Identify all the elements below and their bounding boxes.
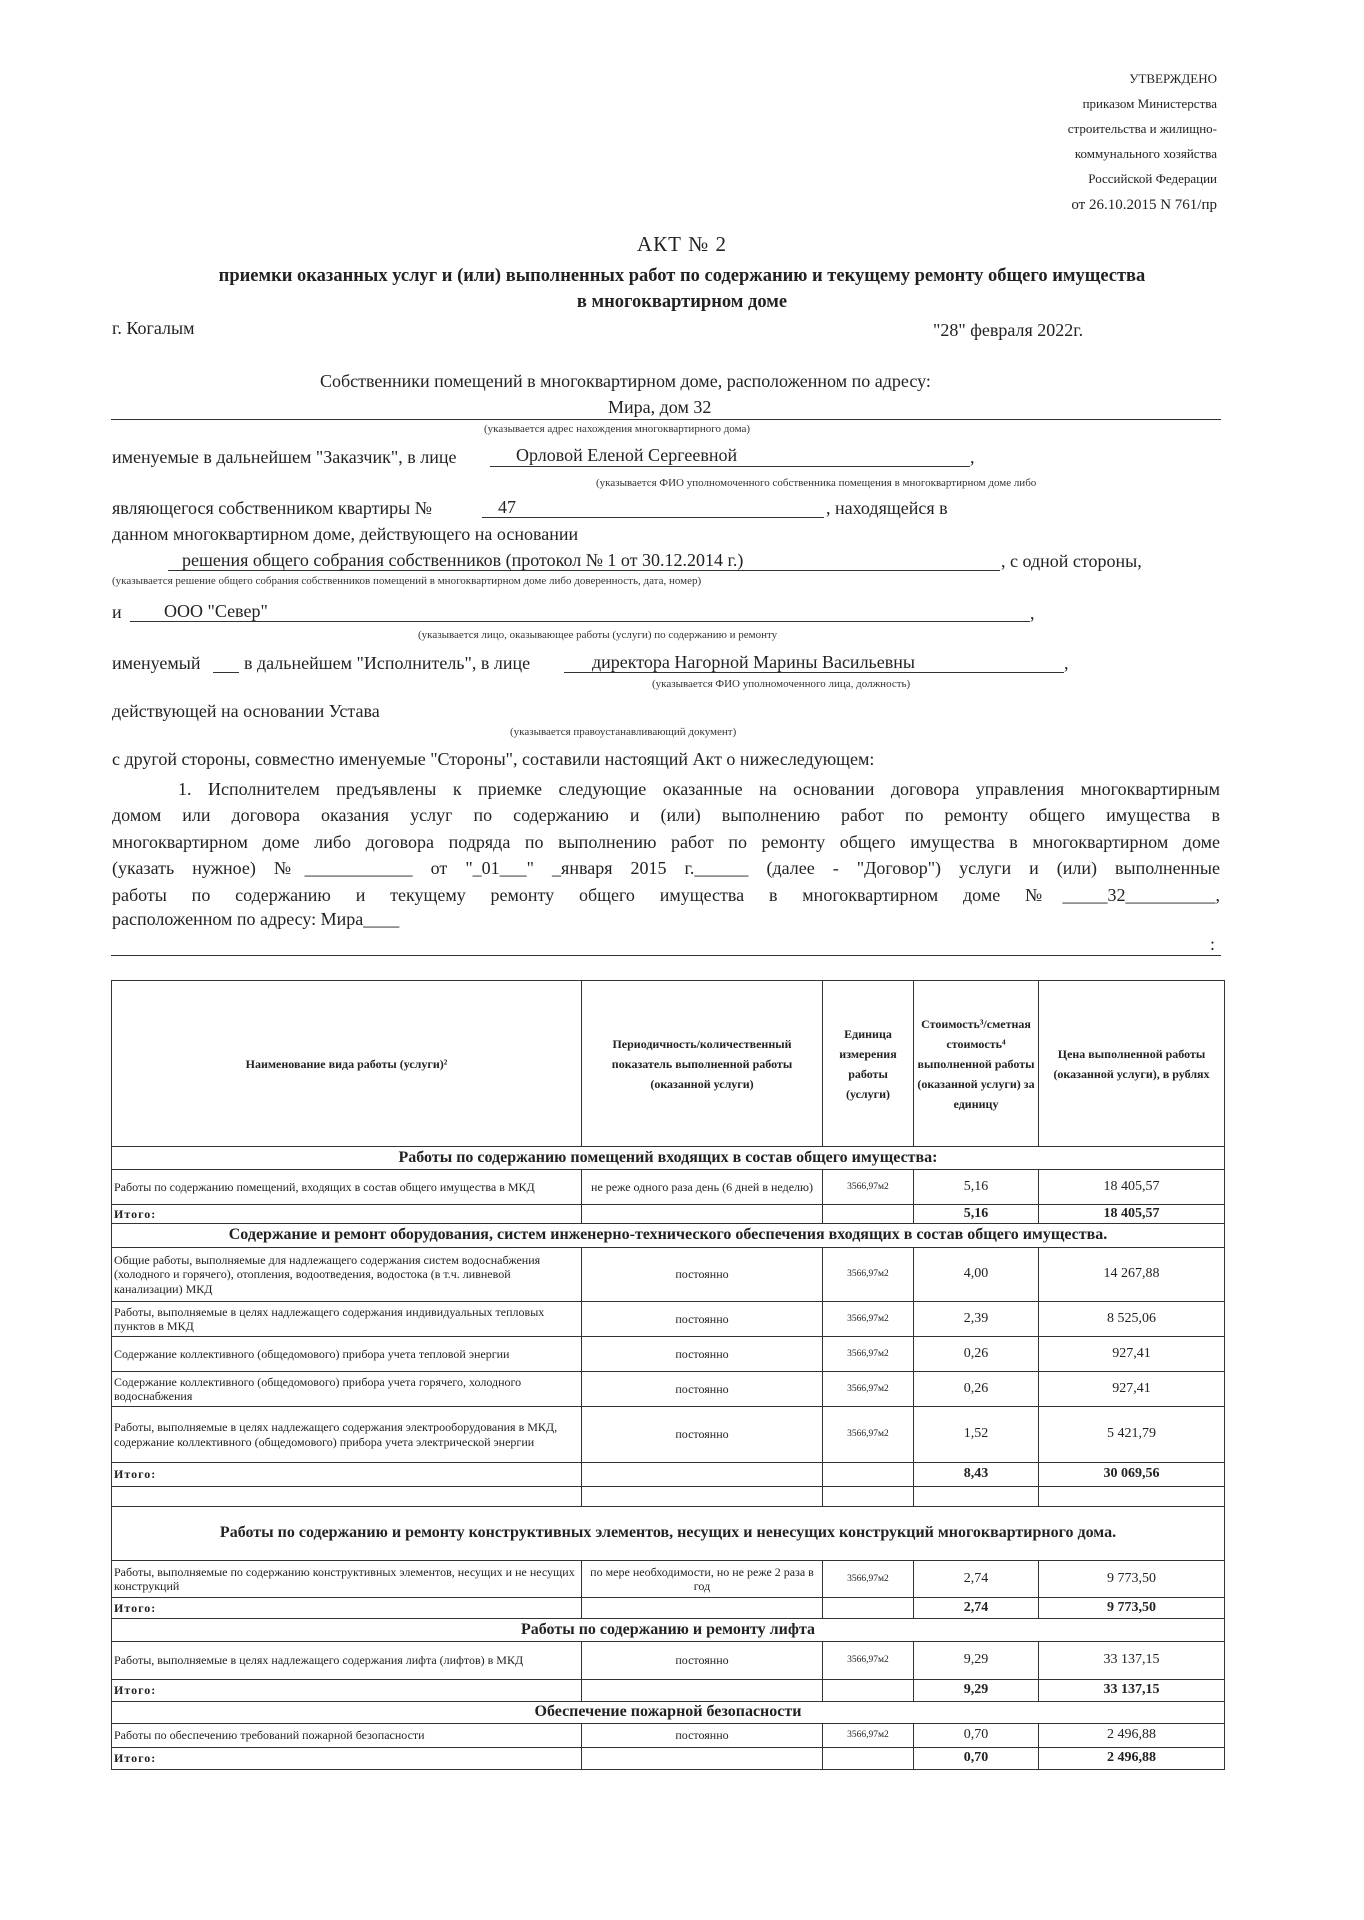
work-name: Работы, выполняемые в целях надлежащего содержания индивидуальных тепловых пунктов в МКД: [112, 1302, 582, 1337]
header-unit: Единица измерения работы (услуги): [823, 981, 914, 1147]
act-subtitle: приемки оказанных услуг и (или) выполненных работ по содержанию и текущему ремонту общего имущества: [218, 266, 1146, 286]
owners-address: Мира, дом 32: [608, 397, 712, 417]
owners-intro: Собственники помещений в многоквартирном доме, расположенном по адресу:: [320, 371, 931, 391]
basis-hint: (указывается решение общего собрания собственников помещений в многоквартирном доме либо доверенность, дата, номер): [112, 575, 702, 587]
work-name: Работы, выполняемые в целях надлежащего содержания лифта (лифтов) в МКД: [112, 1642, 582, 1680]
work-unit: 3566,97м2: [823, 1372, 914, 1407]
section-header: [112, 1619, 1225, 1642]
paragraph-1-line: (указать нужное) №____________ от "_01___" _января 2015 г.______ (далее - "Договор") услуги и (или) выполненные: [112, 858, 1220, 878]
empty-cell: [823, 1487, 914, 1507]
total-cost: 9,29: [914, 1680, 1039, 1702]
contractor-representative: директора Нагорной Марины Васильевны: [592, 652, 915, 672]
work-price: 927,41: [1039, 1372, 1225, 1407]
total-price: 30 069,56: [1039, 1463, 1225, 1487]
table-row: [112, 1248, 1225, 1302]
contractor-underline: [130, 621, 1030, 622]
work-unit: 3566,97м2: [823, 1724, 914, 1748]
header-name: Наименование вида работы (услуги)²: [112, 981, 582, 1147]
work-unit: 3566,97м2: [823, 1302, 914, 1337]
work-name: Работы, выполняемые в целях надлежащего содержания электрооборудования в МКД, содержание коллективного (общедомового) прибора учета электрической энергии: [112, 1407, 582, 1463]
contractor-basis-hint: (указывается правоустанавливающий документ): [510, 726, 737, 738]
work-name: Содержание коллективного (общедомового) прибора учета тепловой энергии: [112, 1337, 582, 1372]
customer-representative: Орловой Еленой Сергеевной: [516, 445, 738, 465]
work-periodicity: по мере необходимости, но не реже 2 раза в год: [582, 1561, 823, 1598]
work-name: Общие работы, выполняемые для надлежащего содержания систем водоснабжения (холодного и горячего), отопления, водоотведения, водостока (в т.ч. ливневой канализации) МКД: [112, 1248, 582, 1302]
empty-cell: [823, 1598, 914, 1619]
work-price: 927,41: [1039, 1337, 1225, 1372]
total-row: [112, 1748, 1225, 1770]
table-row: [112, 1724, 1225, 1748]
total-label: Итого:: [112, 1463, 582, 1487]
total-price: 18 405,57: [1039, 1205, 1225, 1224]
table-row: [112, 1337, 1225, 1372]
work-cost: 1,52: [914, 1407, 1039, 1463]
total-price: 2 496,88: [1039, 1748, 1225, 1770]
act-city: г. Когалым: [112, 318, 195, 338]
section-header: [112, 1224, 1225, 1248]
work-price: 9 773,50: [1039, 1561, 1225, 1598]
table-row: [112, 1302, 1225, 1337]
work-price: 8 525,06: [1039, 1302, 1225, 1337]
empty-cell: [582, 1598, 823, 1619]
contractor-named-mid: в дальнейшем "Исполнитель", в лице: [244, 653, 531, 673]
work-periodicity: не реже одного раза день (6 дней в неделю): [582, 1170, 823, 1205]
contractor-named: именуемый: [112, 653, 201, 673]
and-label: и: [112, 602, 122, 622]
customer-basis: решения общего собрания собственников (протокол № 1 от 30.12.2014 г.): [182, 550, 744, 570]
total-row: [112, 1598, 1225, 1619]
header-price: Цена выполненной работы (оказанной услуги), в рублях: [1039, 981, 1225, 1147]
table-row: [112, 1561, 1225, 1598]
section-title: Содержание и ремонт оборудования, систем инженерно-технического обеспечения входящих в состав общего имущества.: [112, 1224, 1225, 1248]
work-cost: 0,26: [914, 1372, 1039, 1407]
work-cost: 0,70: [914, 1724, 1039, 1748]
apartment-suffix: , находящейся в: [826, 498, 948, 518]
work-unit: 3566,97м2: [823, 1170, 914, 1205]
spacer-row: [112, 1487, 1225, 1507]
approval-line: УТВЕРЖДЕНО: [1129, 71, 1217, 86]
apartment-underline: [482, 517, 824, 518]
total-label: Итого:: [112, 1748, 582, 1770]
contractor-hint: (указывается лицо, оказывающее работы (услуги) по содержанию и ремонту: [418, 629, 778, 641]
named-underline: [213, 672, 239, 673]
empty-cell: [582, 1748, 823, 1770]
customer-named: именуемые в дальнейшем "Заказчик", в лице: [112, 447, 457, 467]
paragraph-1-line: расположенном по адресу: Мира____: [112, 909, 400, 929]
paragraph-1-line: многоквартирном доме либо договора подряда по выполнению работ по ремонту общего имущества в многоквартирном доме: [112, 832, 1220, 852]
empty-cell: [914, 1487, 1039, 1507]
work-name: Содержание коллективного (общедомового) прибора учета горячего, холодного водоснабжения: [112, 1372, 582, 1407]
comma: ,: [1030, 603, 1035, 623]
basis-line: данном многоквартирном доме, действующего на основании: [112, 524, 579, 544]
empty-cell: [112, 1487, 582, 1507]
work-price: 14 267,88: [1039, 1248, 1225, 1302]
total-cost: 8,43: [914, 1463, 1039, 1487]
paragraph-1-line: 1. Исполнителем предъявлены к приемке следующие оказанные на основании договора управления многоквартирным: [178, 779, 1220, 799]
approval-order: от 26.10.2015 N 761/пр: [1071, 197, 1217, 213]
work-cost: 4,00: [914, 1248, 1039, 1302]
colon: :: [1210, 934, 1216, 954]
section-title: Работы по содержанию и ремонту конструктивных элементов, несущих и ненесущих конструкций многоквартирного дома.: [112, 1507, 1225, 1561]
total-row: [112, 1463, 1225, 1487]
empty-cell: [1039, 1487, 1225, 1507]
section-title: Обеспечение пожарной безопасности: [112, 1702, 1225, 1724]
table-row: [112, 1407, 1225, 1463]
section-header: [112, 1147, 1225, 1170]
comma: ,: [970, 447, 975, 467]
work-name: Работы по содержанию помещений, входящих в состав общего имущества в МКД: [112, 1170, 582, 1205]
work-price: 2 496,88: [1039, 1724, 1225, 1748]
address-hint: (указывается адрес нахождения многоквартирного дома): [484, 423, 751, 435]
work-periodicity: постоянно: [582, 1302, 823, 1337]
work-name: Работы, выполняемые по содержанию конструктивных элементов, несущих и не несущих конструкций: [112, 1561, 582, 1598]
works-table: [111, 980, 1225, 1770]
comma: ,: [1064, 653, 1069, 673]
empty-cell: [823, 1748, 914, 1770]
work-cost: 2,39: [914, 1302, 1039, 1337]
work-cost: 2,74: [914, 1561, 1039, 1598]
empty-cell: [823, 1205, 914, 1224]
approval-stamp: [1068, 66, 1217, 219]
empty-cell: [582, 1680, 823, 1702]
table-row: [112, 1372, 1225, 1407]
work-unit: 3566,97м2: [823, 1337, 914, 1372]
contractor-rep-underline: [564, 672, 1064, 673]
work-periodicity: постоянно: [582, 1642, 823, 1680]
paragraph-1-line: работы по содержанию и текущему ремонту общего имущества в многоквартирном доме №_____32__________,: [112, 885, 1220, 905]
empty-cell: [582, 1463, 823, 1487]
approval-line: Российской Федерации: [1088, 171, 1217, 186]
table-row: [112, 1170, 1225, 1205]
work-unit: 3566,97м2: [823, 1561, 914, 1598]
work-unit: 3566,97м2: [823, 1407, 914, 1463]
apartment-number: 47: [498, 497, 516, 517]
work-periodicity: постоянно: [582, 1724, 823, 1748]
parties-line: с другой стороны, совместно именуемые "Стороны", составили настоящий Акт о нижеследующем:: [112, 749, 875, 769]
total-cost: 0,70: [914, 1748, 1039, 1770]
act-date: "28" февраля 2022г.: [933, 320, 1084, 340]
work-unit: 3566,97м2: [823, 1248, 914, 1302]
total-price: 9 773,50: [1039, 1598, 1225, 1619]
total-label: Итого:: [112, 1680, 582, 1702]
address-underline: [111, 419, 1221, 420]
approval-line: коммунального хозяйства: [1074, 146, 1217, 161]
total-row: [112, 1680, 1225, 1702]
work-periodicity: постоянно: [582, 1372, 823, 1407]
approval-line: строительства и жилищно-: [1067, 121, 1217, 136]
work-periodicity: постоянно: [582, 1407, 823, 1463]
empty-cell: [823, 1463, 914, 1487]
representative-underline: [490, 466, 970, 467]
act-subtitle-2: в многоквартирном доме: [576, 292, 788, 312]
work-periodicity: постоянно: [582, 1337, 823, 1372]
work-price: 18 405,57: [1039, 1170, 1225, 1205]
total-price: 33 137,15: [1039, 1680, 1225, 1702]
total-cost: 2,74: [914, 1598, 1039, 1619]
contractor-basis: действующей на основании Устава: [112, 701, 380, 721]
work-periodicity: постоянно: [582, 1248, 823, 1302]
section-header: [112, 1702, 1225, 1724]
empty-cell: [823, 1680, 914, 1702]
work-cost: 0,26: [914, 1337, 1039, 1372]
contractor-rep-hint: (указывается ФИО уполномоченного лица, должность): [652, 678, 911, 690]
work-price: 5 421,79: [1039, 1407, 1225, 1463]
contractor-name: ООО "Север": [164, 601, 268, 621]
section-title: Работы по содержанию и ремонту лифта: [112, 1619, 1225, 1642]
apartment-prefix: являющегося собственником квартиры №: [112, 498, 432, 518]
work-name: Работы по обеспечению требований пожарной безопасности: [112, 1724, 582, 1748]
table-row: [112, 1642, 1225, 1680]
total-row: [112, 1205, 1225, 1224]
section-header: [112, 1507, 1225, 1561]
empty-cell: [582, 1487, 823, 1507]
act-title: АКТ № 2: [636, 232, 728, 256]
section-title: Работы по содержанию помещений входящих в состав общего имущества:: [112, 1147, 1225, 1170]
header-periodicity: Периодичность/количественный показатель выполненной работы (оказанной услуги): [582, 981, 823, 1147]
basis-underline: [168, 570, 1000, 571]
address-line: [111, 955, 1221, 956]
representative-hint: (указывается ФИО уполномоченного собственника помещения в многоквартирном доме либо: [596, 477, 1037, 489]
approval-line: приказом Министерства: [1082, 96, 1217, 111]
basis-suffix: , с одной стороны,: [1001, 551, 1142, 571]
table-header-row: [112, 981, 1225, 1147]
header-cost: Стоимость³/сметная стоимость⁴ выполненной работы (оказанной услуги) за единицу: [914, 981, 1039, 1147]
work-unit: 3566,97м2: [823, 1642, 914, 1680]
empty-cell: [582, 1205, 823, 1224]
work-price: 33 137,15: [1039, 1642, 1225, 1680]
total-label: Итого:: [112, 1205, 582, 1224]
work-cost: 9,29: [914, 1642, 1039, 1680]
work-cost: 5,16: [914, 1170, 1039, 1205]
total-label: Итого:: [112, 1598, 582, 1619]
total-cost: 5,16: [914, 1205, 1039, 1224]
paragraph-1-line: домом или договора оказания услуг по содержанию и (или) выполнению работ по ремонту общего имущества в: [112, 805, 1220, 825]
